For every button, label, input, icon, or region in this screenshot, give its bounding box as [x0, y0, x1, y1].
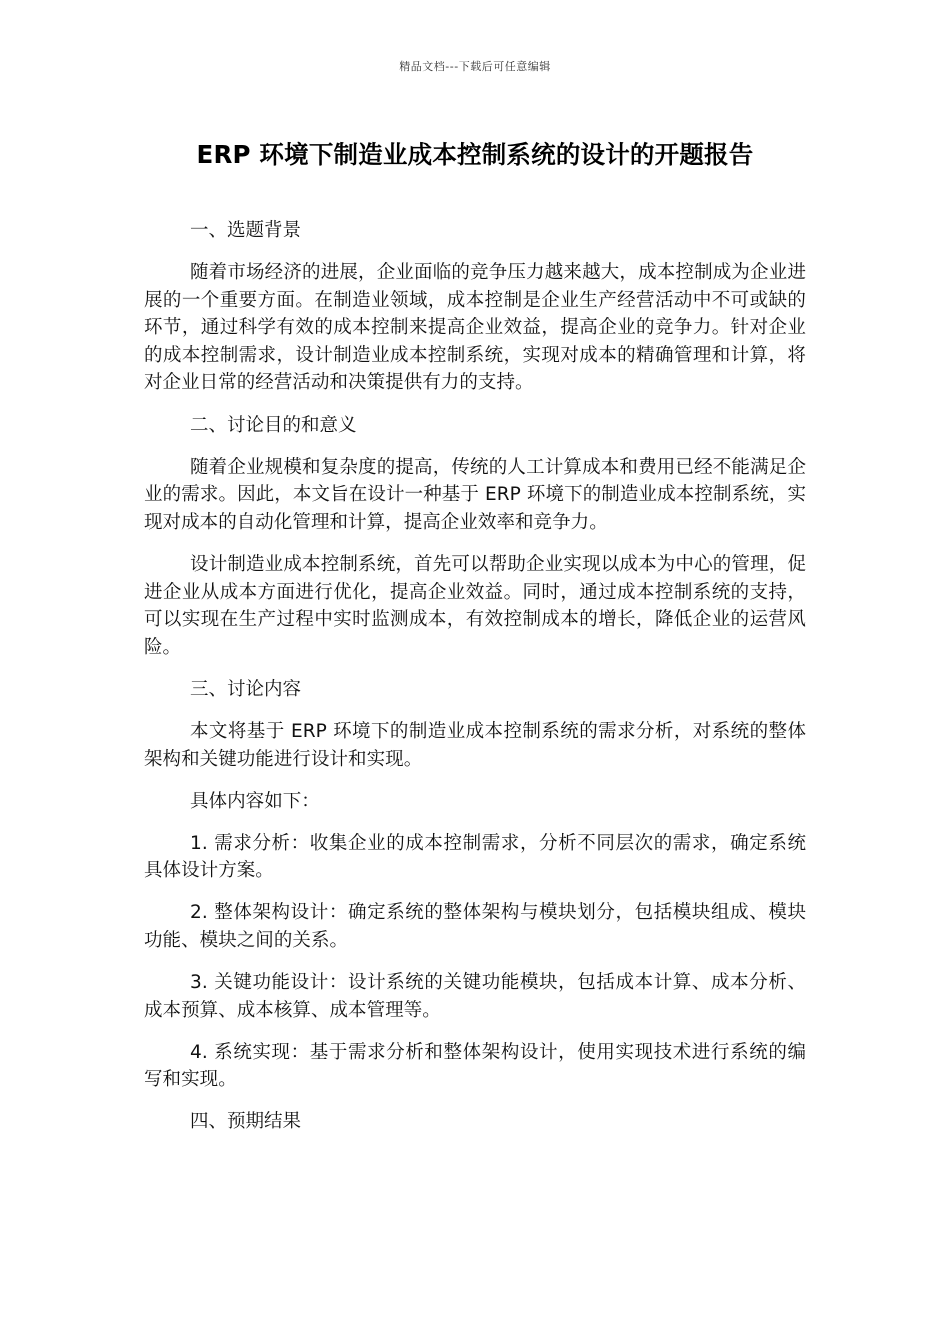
paragraph-background: 随着市场经济的进展，企业面临的竞争压力越来越大，成本控制成为企业进展的一个重要方面。在制造业领域，成本控制是企业生产经营活动中不可或缺的环节，通过科学有效的成本控制来提高企业效益，提高企业的竞争力。针对企业的成本控制需求，设计制造业成本控制系统，实现对成本的精确管理和计算，将对企业日常的经营活动和决策提供有力的支持。 [144, 262, 806, 394]
header-note: 精品文档---下载后可任意编辑 [399, 60, 551, 73]
document-body [144, 217, 806, 1151]
paragraph-purpose-2: 设计制造业成本控制系统，首先可以帮助企业实现以成本为中心的管理，促进企业从成本方面进行优化，提高企业效益。同时，通过成本控制系统的支持，可以实现在生产过程中实时监测成本，有效控制成本的增长，降低企业的运营风险。 [144, 553, 806, 658]
section-heading-purpose: 二、讨论目的和意义 [190, 414, 357, 436]
document-title: ERP 环境下制造业成本控制系统的设计的开题报告 [196, 140, 754, 169]
section-heading-content: 三、讨论内容 [190, 678, 302, 700]
list-item-architecture: 2. 整体架构设计：确定系统的整体架构与模块划分，包括模块组成、模块功能、模块之间的关系。 [144, 902, 806, 951]
list-item-key-functions: 3. 关键功能设计：设计系统的关键功能模块，包括成本计算、成本分析、成本预算、成本核算、成本管理等。 [144, 972, 806, 1021]
list-item-requirements: 1. 需求分析：收集企业的成本控制需求，分析不同层次的需求，确定系统具体设计方案。 [144, 832, 806, 882]
paragraph-purpose-1: 随着企业规模和复杂度的提高，传统的人工计算成本和费用已经不能满足企业的需求。因此，本文旨在设计一种基于 ERP 环境下的制造业成本控制系统，实现对成本的自动化管理和计算，提高企业效率和竞争力。 [144, 456, 806, 533]
list-item-implementation: 4. 系统实现：基于需求分析和整体架构设计，使用实现技术进行系统的编写和实现。 [144, 1041, 806, 1091]
section-heading-background: 一、选题背景 [190, 220, 302, 241]
paragraph-content-1: 本文将基于 ERP 环境下的制造业成本控制系统的需求分析，对系统的整体架构和关键功能进行设计和实现。 [144, 720, 806, 770]
section-heading-expected-results: 四、预期结果 [190, 1111, 302, 1133]
paragraph-content-intro: 具体内容如下： [190, 790, 320, 812]
